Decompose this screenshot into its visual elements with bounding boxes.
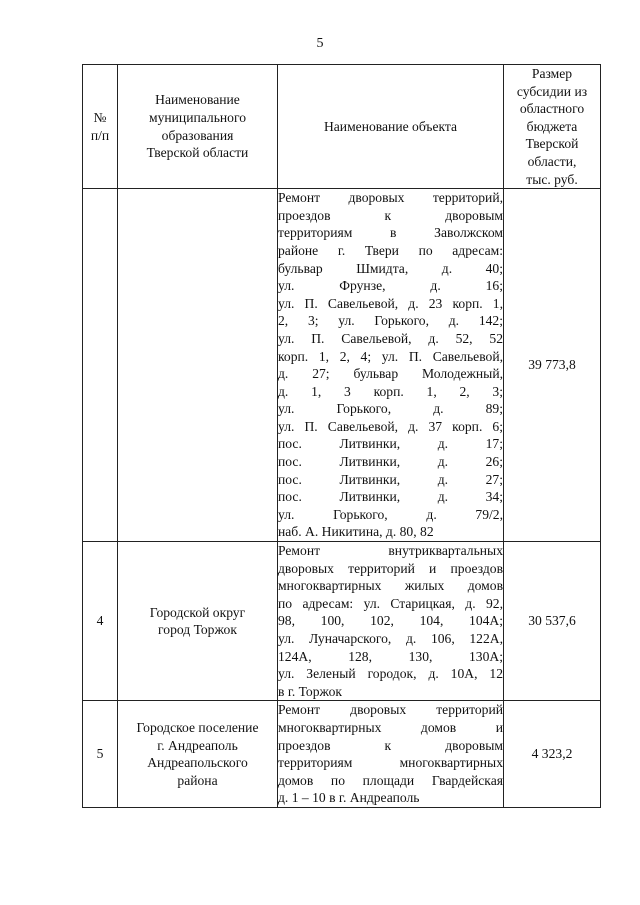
object-line: пос. Литвинки, д. 17; <box>278 436 503 452</box>
object-line: корп. 1, 2, 4; ул. П. Савельевой, <box>278 348 503 364</box>
header-subsidy-line: тыс. руб. <box>526 171 578 187</box>
header-municipality-line: муниципального <box>148 109 246 125</box>
table-row <box>83 189 601 542</box>
object-line: Ремонт дворовых территорий, <box>278 190 503 206</box>
object-line: районе г. Твери по адресам: <box>278 242 503 258</box>
object-line: бульвар Шмидта, д. 40; <box>278 260 503 276</box>
object-line: в г. Торжок <box>278 683 342 699</box>
object-line: пос. Литвинки, д. 34; <box>278 489 503 505</box>
object-line: по адресам: ул. Старицкая, д. 92, <box>278 595 503 611</box>
row-number <box>83 189 118 542</box>
row-municipality <box>118 701 278 808</box>
object-line: проездов к дворовым <box>278 737 503 753</box>
row-object <box>278 701 504 808</box>
header-number-line: п/п <box>90 127 110 143</box>
object-line: многоквартирных домов и <box>278 719 503 735</box>
municipality-line: город Торжок <box>158 622 237 638</box>
header-municipality-line: Тверской области <box>146 145 249 161</box>
header-municipality <box>118 65 278 189</box>
row-object <box>278 189 504 542</box>
header-object-line: Наименование объекта <box>323 118 458 134</box>
table-row <box>83 701 601 808</box>
header-subsidy-line: Тверской <box>525 136 579 152</box>
object-line: д. 27; бульвар Молодежный, <box>278 366 503 382</box>
row-municipality <box>118 542 278 701</box>
header-object <box>278 65 504 189</box>
object-line: ул. П. Савельевой, д. 23 корп. 1, <box>278 295 503 311</box>
object-line: д. 1 – 10 в г. Андреаполь <box>278 790 420 806</box>
municipality-line: Городской округ <box>149 604 246 620</box>
municipality-line: района <box>177 772 218 788</box>
header-subsidy-line: областного <box>519 101 585 117</box>
table-row <box>83 542 601 701</box>
header-municipality-line: образования <box>161 127 234 143</box>
page-number: 5 <box>316 36 324 51</box>
object-line: д. 1, 3 корп. 1, 2, 3; <box>278 383 503 399</box>
object-line: ул. Фрунзе, д. 16; <box>278 278 503 294</box>
object-line: пос. Литвинки, д. 27; <box>278 471 503 487</box>
header-subsidy <box>504 65 601 189</box>
row-municipality <box>118 189 278 542</box>
row-number: 4 <box>83 542 118 701</box>
header-subsidy-line: субсидии из <box>516 83 588 99</box>
row-subsidy: 4 323,2 <box>504 701 601 808</box>
object-line: территориям в Заволжском <box>278 225 503 241</box>
object-line: пос. Литвинки, д. 26; <box>278 454 503 470</box>
header-subsidy-line: бюджета <box>526 118 578 134</box>
object-line: домов по площади Гвардейская <box>278 772 503 788</box>
object-line: дворовых территорий и проездов <box>278 560 503 576</box>
header-subsidy-line: Размер <box>531 66 573 81</box>
table-header-row <box>83 65 601 189</box>
header-municipality-line: Наименование <box>155 92 240 108</box>
object-line: Ремонт дворовых территорий <box>278 702 503 718</box>
object-line: территориям многоквартирных <box>278 755 503 771</box>
row-object <box>278 542 504 701</box>
object-line: 98, 100, 102, 104, 104А; <box>278 613 503 629</box>
header-number-line: № <box>93 109 107 125</box>
object-line: ул. П. Савельевой, д. 37 корп. 6; <box>278 418 503 434</box>
object-line: ул. Луначарского, д. 106, 122А, <box>278 631 503 646</box>
municipality-line: Андреапольского <box>147 755 248 771</box>
municipality-line: г. Андреаполь <box>157 737 238 753</box>
row-subsidy: 30 537,6 <box>504 542 601 701</box>
row-number: 5 <box>83 701 118 808</box>
object-line: Ремонт внутриквартальных <box>278 543 503 559</box>
object-line: 2, 3; ул. Горького, д. 142; <box>278 313 503 329</box>
subsidy-table <box>82 64 601 808</box>
header-number <box>83 65 118 189</box>
municipality-line: Городское поселение <box>136 719 259 735</box>
object-line: наб. А. Никитина, д. 80, 82 <box>278 524 434 540</box>
object-line: ул. Горького, д. 79/2, <box>278 506 503 522</box>
object-line: многоквартирных жилых домов <box>278 578 503 594</box>
object-line: 124А, 128, 130, 130А; <box>278 648 503 664</box>
object-line: проездов к дворовым <box>278 207 503 223</box>
object-line: ул. Зеленый городок, д. 10А, 12 <box>278 666 503 682</box>
row-subsidy: 39 773,8 <box>504 189 601 542</box>
object-line: ул. Горького, д. 89; <box>278 401 503 417</box>
header-subsidy-line: области, <box>527 153 577 169</box>
object-line: ул. П. Савельевой, д. 52, 52 <box>278 330 503 346</box>
